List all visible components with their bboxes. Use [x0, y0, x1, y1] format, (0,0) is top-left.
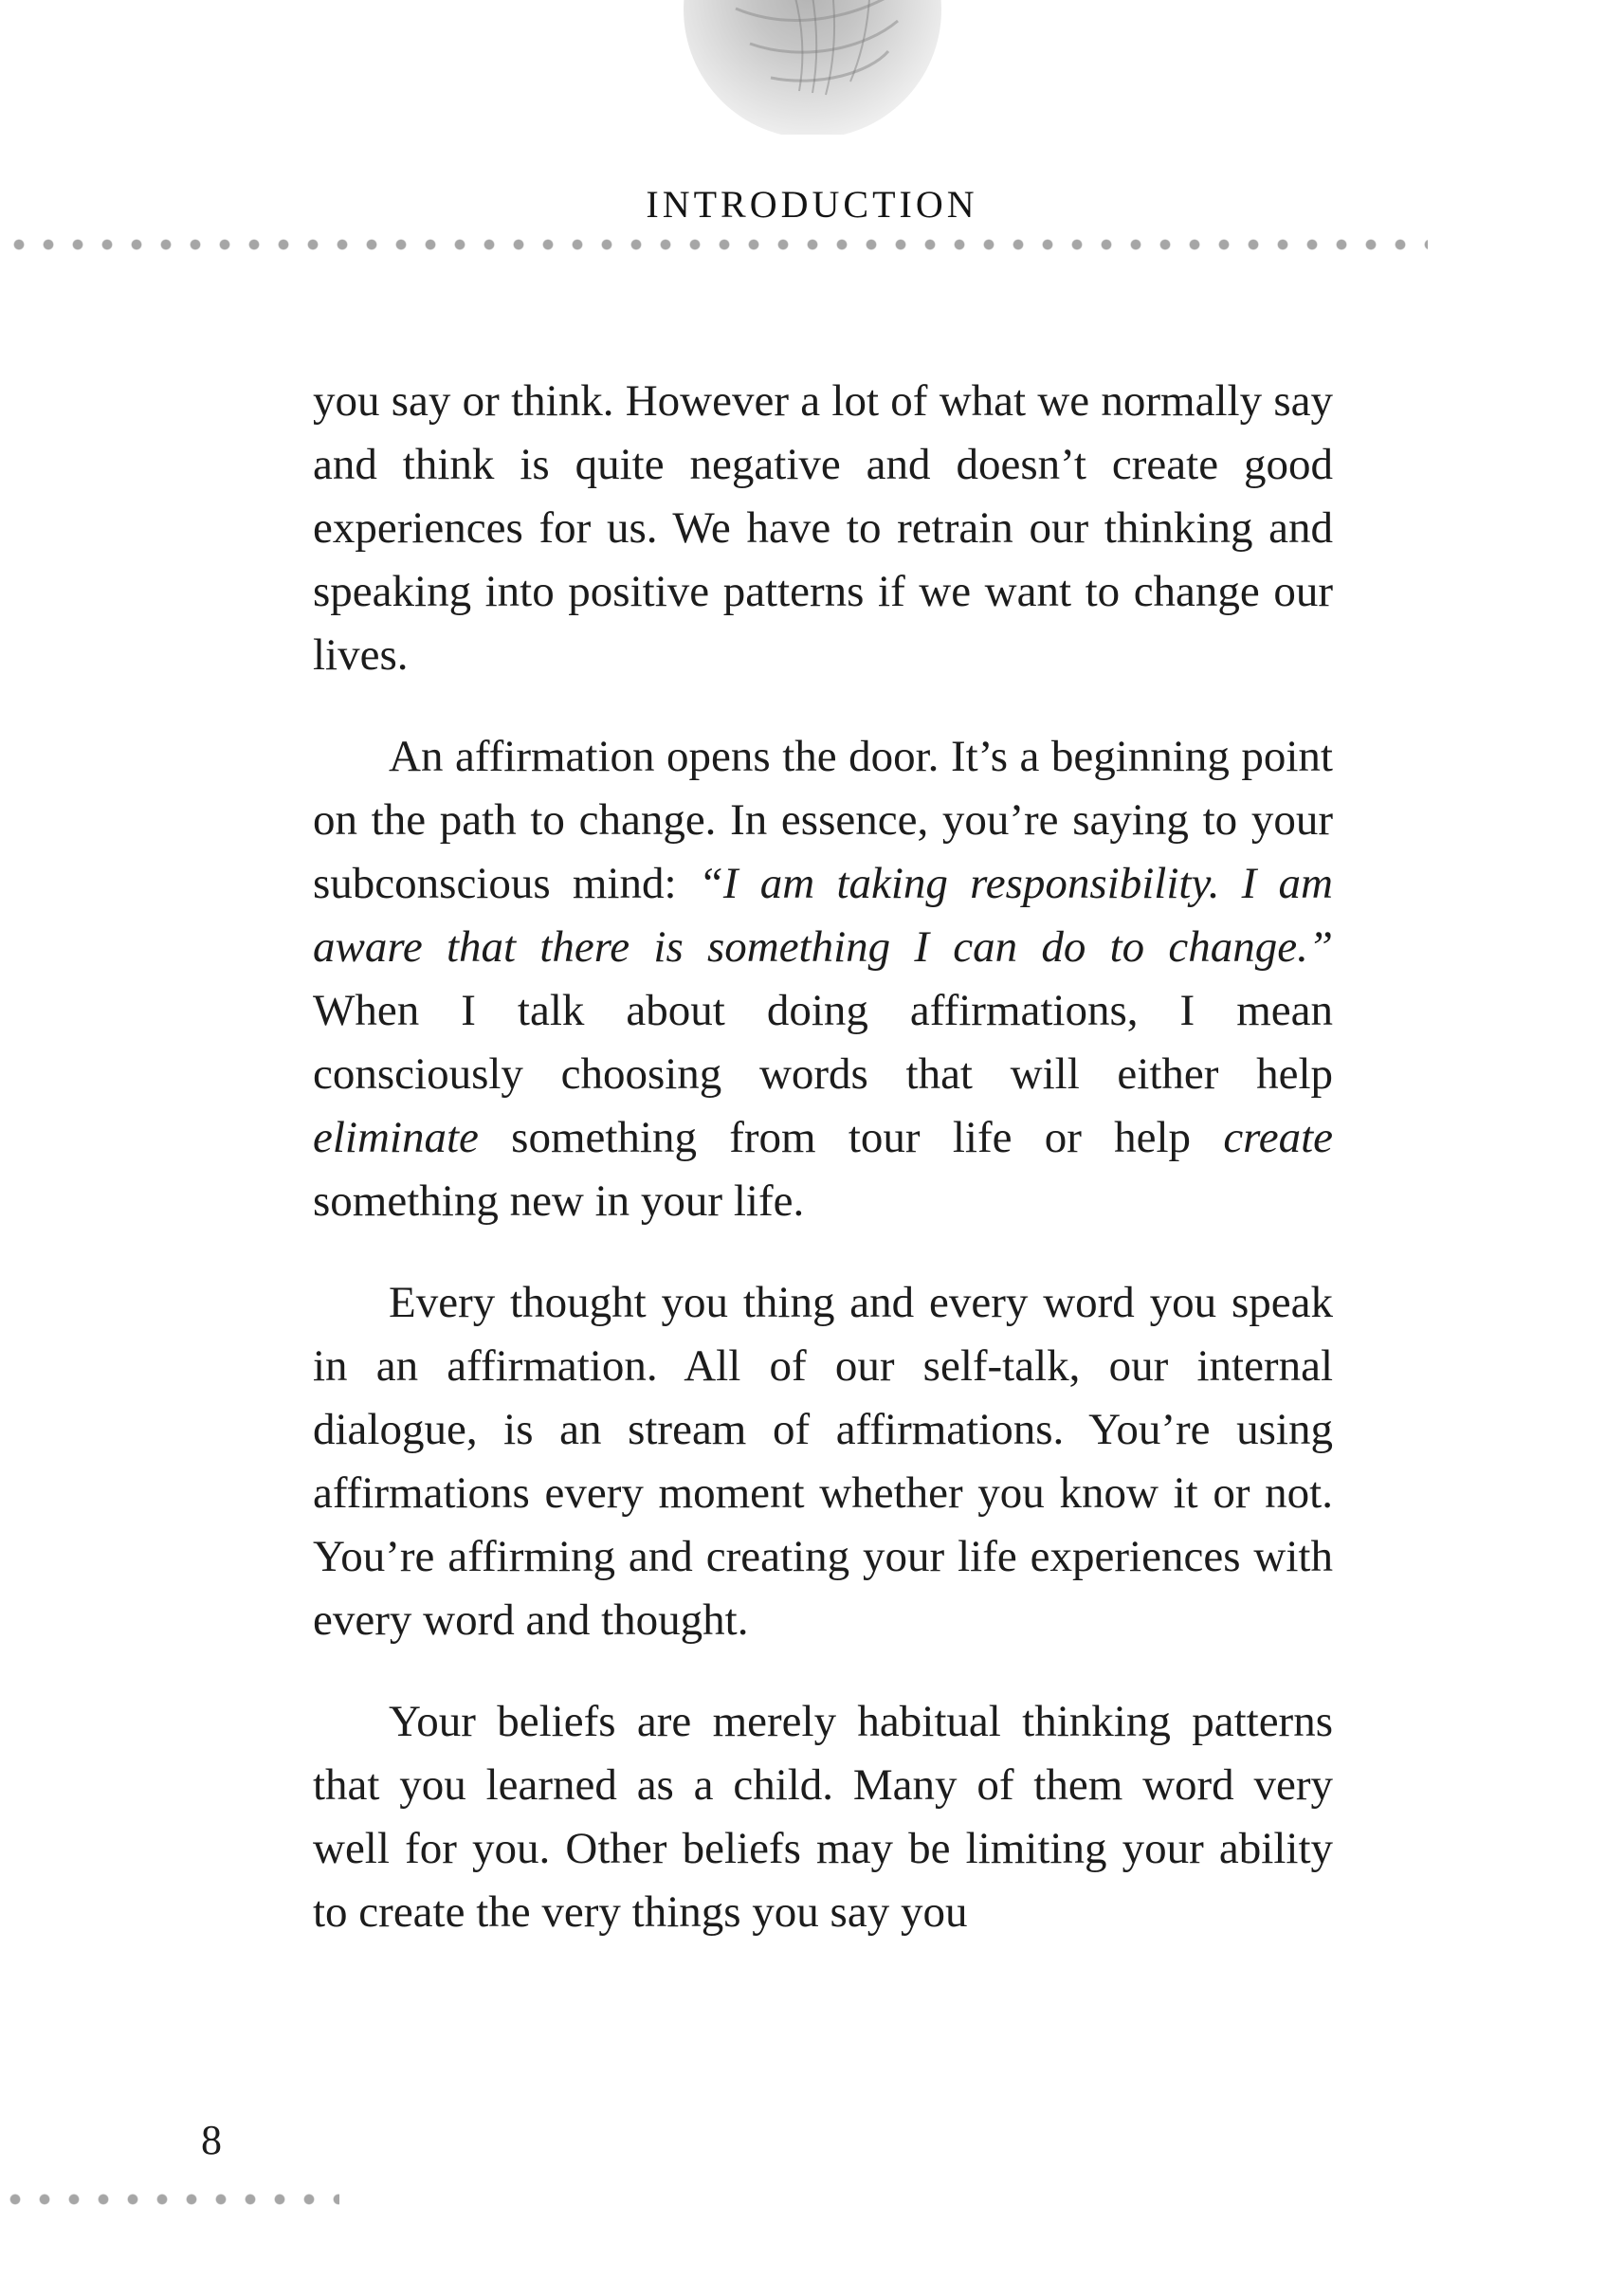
text-segment: When I talk about doing affirmations, I mean consciously choosing words that will either help [313, 986, 1333, 1099]
text-segment: you say or think. However a lot of what we normally say and think is quite negative and doesn’t create good experiences for us. We have to retrain our thinking and speaking into positive patterns if we want to change our lives. [313, 376, 1333, 680]
paragraph [313, 1690, 1333, 1944]
paragraph [313, 370, 1333, 687]
leaf-ornament-image [684, 0, 941, 135]
text-segment: Every thought you thing and every word you speak in an affirmation. All of our self-talk, our internal dialogue, is an stream of affirmations. You’re using affirmations every moment whether you know it or not. You’re affirming and creating your life experiences with every word and thought. [313, 1278, 1333, 1645]
text-segment: An affirmation opens the door. It’s a beginning point on the path to change. In essence, you’re saying to your subconscious mind: [313, 732, 1333, 908]
page-number: 8 [201, 2117, 222, 2163]
text-segment: Your beliefs are merely habitual thinking patterns that you learned as a child. Many of them word very well for you. Other beliefs may be limiting your ability to create the very things you say you [313, 1697, 1333, 1937]
chapter-title: INTRODUCTION [646, 183, 978, 226]
italic-text-segment: “I am taking responsibility. I am aware that there is something I can do to change.” [313, 859, 1333, 972]
body-text [313, 332, 1333, 1944]
ornament-circle [684, 0, 941, 135]
header-dotted-divider [13, 239, 1428, 250]
paragraph [313, 725, 1333, 1233]
footer-dotted-divider [9, 2194, 339, 2205]
text-segment: something from tour life or help [478, 1113, 1224, 1162]
italic-text-segment: eliminate [313, 1113, 479, 1162]
leaf-pattern-graphic [684, 0, 941, 135]
paragraph [313, 1271, 1333, 1652]
italic-text-segment: create [1223, 1113, 1333, 1162]
text-segment: something new in your life. [313, 1176, 805, 1226]
